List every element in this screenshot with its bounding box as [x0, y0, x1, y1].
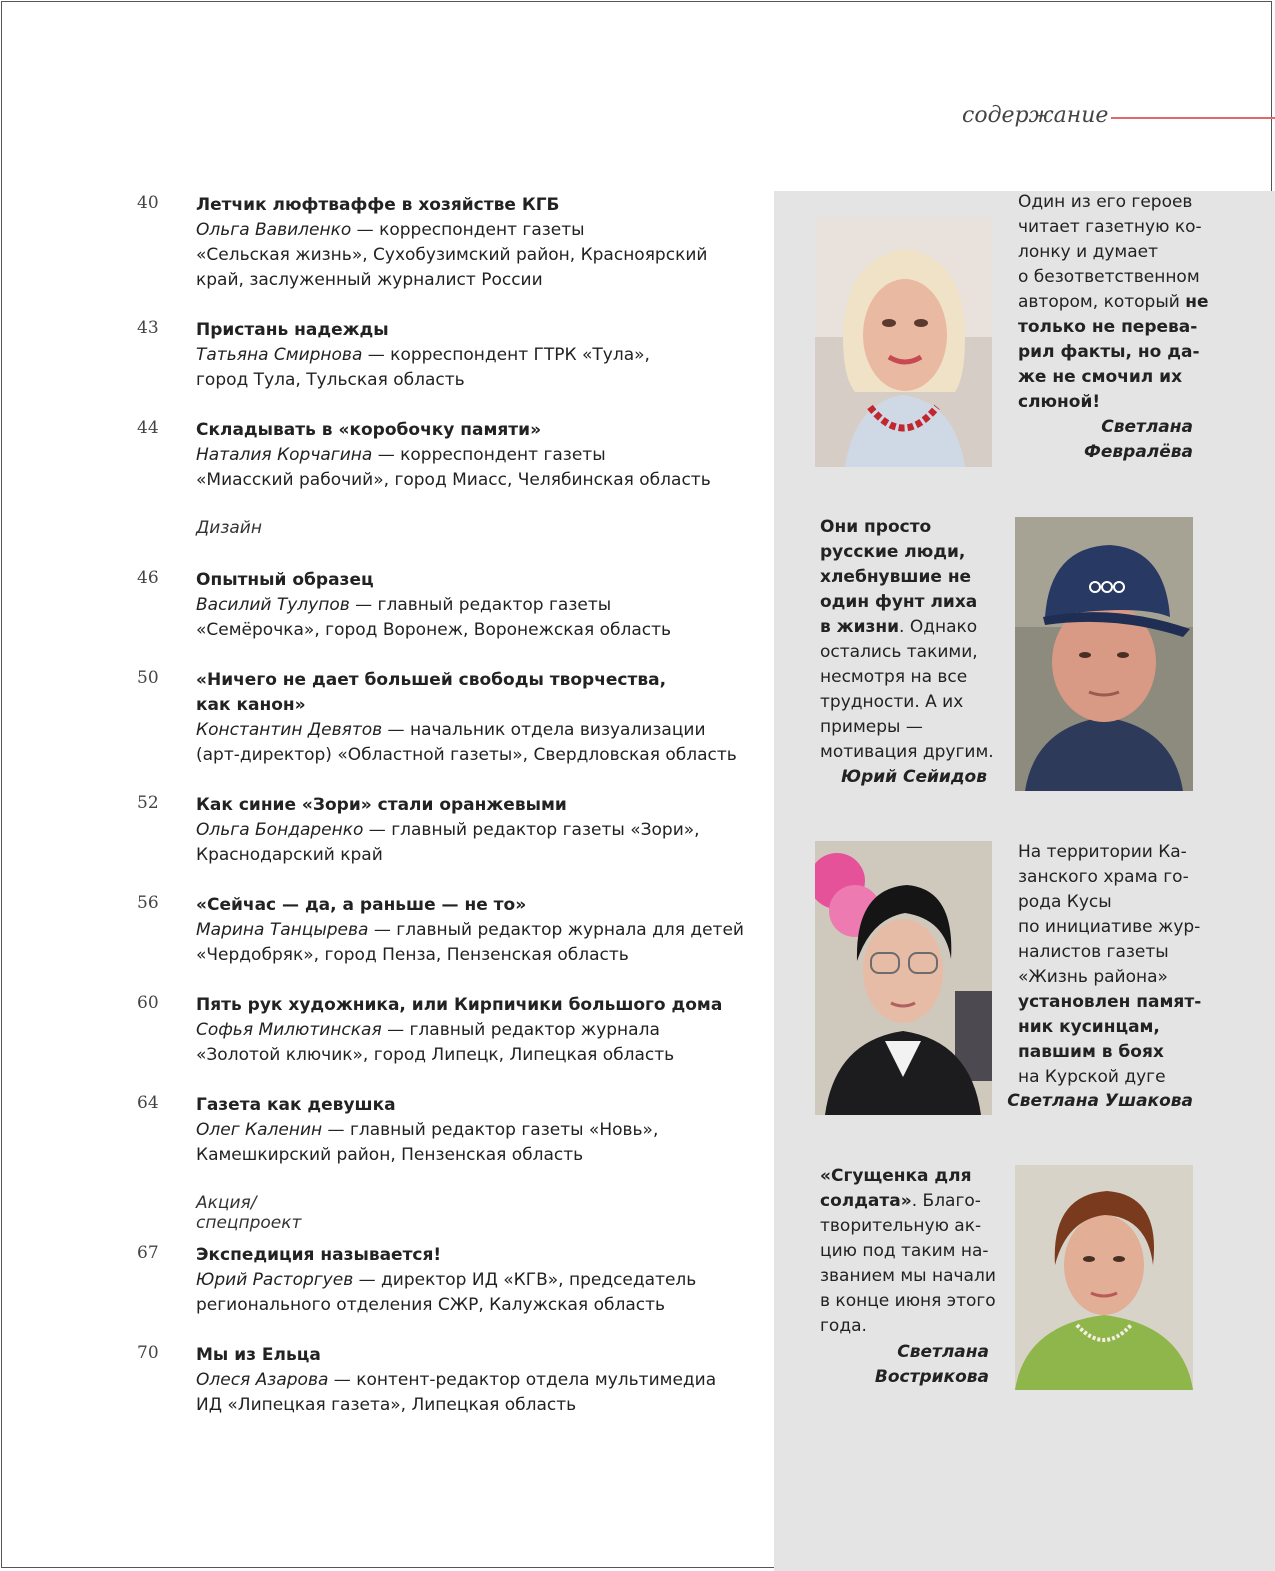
toc-author-line: Наталия Корчагина — корреспондент газеты	[196, 445, 606, 465]
quote-line: несмотря на все	[820, 667, 968, 687]
quote-line: хлебнувшие не	[820, 567, 972, 587]
quote-line: в конце июня этого	[820, 1291, 996, 1311]
quote-line: в жизни. Однако	[820, 617, 978, 637]
quote-line: о безответственном	[1018, 267, 1200, 287]
quote-line: «Сгущенка для	[820, 1166, 972, 1186]
quote-line: трудности. А их	[820, 692, 964, 712]
quote-line: рода Кусы	[1018, 892, 1112, 912]
toc-title[interactable]: «Сейчас — да, а раньше — не то»	[196, 895, 527, 915]
quote-signature: Вострикова	[874, 1367, 989, 1387]
toc-title[interactable]: Как синие «Зори» стали оранжевыми	[196, 795, 567, 815]
quote-line: на Курской дуге	[1018, 1067, 1166, 1087]
section-rule	[1111, 117, 1275, 119]
quote-line: остались такими,	[820, 642, 978, 662]
toc-description-line: «Семёрочка», город Воронеж, Воронежская область	[196, 620, 672, 640]
portrait-photo-ushakova	[815, 841, 992, 1115]
quote-line: рил факты, но да-	[1018, 342, 1200, 362]
toc-author-line: Ольга Вавиленко — корреспондент газеты	[196, 220, 585, 240]
toc-author-line: Василий Тулупов — главный редактор газеты	[196, 595, 612, 615]
quote-line: только не перева-	[1018, 317, 1198, 337]
toc-page-number: 60	[137, 993, 159, 1013]
toc-title[interactable]: Складывать в «коробочку памяти»	[196, 420, 542, 440]
quote-line: по инициативе жур-	[1018, 917, 1201, 937]
toc-author-name: Олеся Азарова	[196, 1370, 329, 1390]
toc-author-name: Софья Милютинская	[196, 1020, 382, 1040]
quote-line: налистов газеты	[1018, 942, 1169, 962]
quote-line: установлен памят-	[1018, 992, 1202, 1012]
quote-line: «Жизнь района»	[1018, 967, 1168, 987]
toc-title[interactable]: Мы из Ельца	[196, 1345, 321, 1365]
toc-page-number: 50	[137, 668, 159, 688]
quote-line: занского храма го-	[1018, 867, 1189, 887]
toc-author-line: Татьяна Смирнова — корреспондент ГТРК «Тула»,	[196, 345, 650, 365]
quote-line: один фунт лиха	[820, 592, 978, 612]
quote-line: же не смочил их	[1018, 367, 1183, 387]
quote-line: творительную ак-	[820, 1216, 982, 1236]
toc-author-name: Юрий Расторгуев	[196, 1270, 354, 1290]
quote-line: цию под таким на-	[820, 1241, 989, 1261]
toc-author-name: Василий Тулупов	[196, 595, 350, 615]
toc-description-line: город Тула, Тульская область	[196, 370, 465, 390]
toc-page-number: 46	[137, 568, 159, 588]
toc-description-line: (арт-директор) «Областной газеты», Свердловская область	[196, 745, 737, 765]
portrait-photo-fevraleva	[815, 217, 992, 467]
toc-author-name: Марина Танцырева	[196, 920, 369, 940]
toc-title[interactable]: Пристань надежды	[196, 320, 389, 340]
toc-author-line: Олеся Азарова — контент-редактор отдела мультимедиа	[196, 1370, 717, 1390]
toc-page-number: 52	[137, 793, 159, 813]
toc-page-number: 56	[137, 893, 159, 913]
toc-author-name: Ольга Вавиленко	[196, 220, 352, 240]
toc-author-name: Константин Девятов	[196, 720, 383, 740]
quote-line: Они просто	[820, 517, 932, 537]
toc-page-number: 44	[137, 418, 159, 438]
toc-page-number: 70	[137, 1343, 159, 1363]
toc-author-line: Константин Девятов — начальник отдела визуализации	[196, 720, 706, 740]
toc-description-line: «Золотой ключик», город Липецк, Липецкая область	[196, 1045, 675, 1065]
quote-line: русские люди,	[820, 542, 966, 562]
quote-line: лонку и думает	[1018, 242, 1158, 262]
toc-title[interactable]: Летчик люфтваффе в хозяйстве КГБ	[196, 195, 560, 215]
portrait-photo-vostrikova	[1015, 1165, 1193, 1390]
toc-author-line: Софья Милютинская — главный редактор журнала	[196, 1020, 660, 1040]
toc-title[interactable]: Экспедиция называется!	[196, 1245, 442, 1265]
quote-line: читает газетную ко-	[1018, 217, 1202, 237]
toc-title[interactable]: Опытный образец	[196, 570, 374, 590]
toc-author-line: Ольга Бондаренко — главный редактор газеты «Зори»,	[196, 820, 700, 840]
toc-title[interactable]: Пять рук художника, или Кирпичики большого дома	[196, 995, 723, 1015]
toc-description-line: ИД «Липецкая газета», Липецкая область	[196, 1395, 577, 1415]
toc-author-name: Ольга Бондаренко	[196, 820, 364, 840]
quote-line: автором, который не	[1018, 292, 1209, 312]
quote-line: Один из его героев	[1018, 192, 1193, 212]
quote-signature: Февралёва	[1084, 442, 1193, 462]
portrait-photo-seyidov	[1015, 517, 1193, 791]
toc-description-line: «Сельская жизнь», Сухобузимский район, Красноярский	[196, 245, 708, 265]
toc-author-line: Марина Танцырева — главный редактор журнала для детей	[196, 920, 744, 940]
quote-signature: Светлана	[897, 1342, 989, 1362]
quote-signature: Светлана Ушакова	[1007, 1091, 1193, 1111]
quote-line: года.	[820, 1316, 867, 1336]
toc-description-line: «Чердобряк», город Пенза, Пензенская область	[196, 945, 629, 965]
toc-description-line: Камешкирский район, Пензенская область	[196, 1145, 584, 1165]
toc-page-number: 43	[137, 318, 159, 338]
quote-line: примеры —	[820, 717, 923, 737]
toc-author-name: Олег Каленин	[196, 1120, 323, 1140]
quote-line: павшим в боях	[1018, 1042, 1164, 1062]
toc-description-line: регионального отделения СЖР, Калужская область	[196, 1295, 666, 1315]
toc-author-name: Татьяна Смирнова	[196, 345, 363, 365]
toc-title[interactable]: как канон»	[196, 695, 306, 715]
toc-description-line: «Миасский рабочий», город Миасс, Челябинская область	[196, 470, 711, 490]
toc-title[interactable]: Газета как девушка	[196, 1095, 396, 1115]
toc-page-number: 67	[137, 1243, 159, 1263]
quote-line: ник кусинцам,	[1018, 1017, 1160, 1037]
toc-page-number: 40	[137, 193, 159, 213]
toc-author-line: Олег Каленин — главный редактор газеты «Новь»,	[196, 1120, 659, 1140]
toc-author-name: Наталия Корчагина	[196, 445, 373, 465]
quote-line: званием мы начали	[820, 1266, 996, 1286]
toc-category: Дизайн	[196, 518, 262, 538]
toc-page-number: 64	[137, 1093, 159, 1113]
quote-line: слюной!	[1018, 392, 1101, 412]
quote-line: мотивация другим.	[820, 742, 994, 762]
quote-signature: Юрий Сейидов	[841, 767, 987, 787]
quote-signature: Светлана	[1101, 417, 1193, 437]
quote-line: солдата». Благо-	[820, 1191, 981, 1211]
section-heading: содержание	[962, 103, 1109, 128]
quote-line: На территории Ка-	[1018, 842, 1187, 862]
toc-description-line: край, заслуженный журналист России	[196, 270, 543, 290]
toc-description-line: Краснодарский край	[196, 845, 383, 865]
toc-category: Акция/спецпроект	[196, 1193, 302, 1233]
toc-author-line: Юрий Расторгуев — директор ИД «КГВ», председатель	[196, 1270, 697, 1290]
toc-title[interactable]: «Ничего не дает большей свободы творчества,	[196, 670, 667, 690]
